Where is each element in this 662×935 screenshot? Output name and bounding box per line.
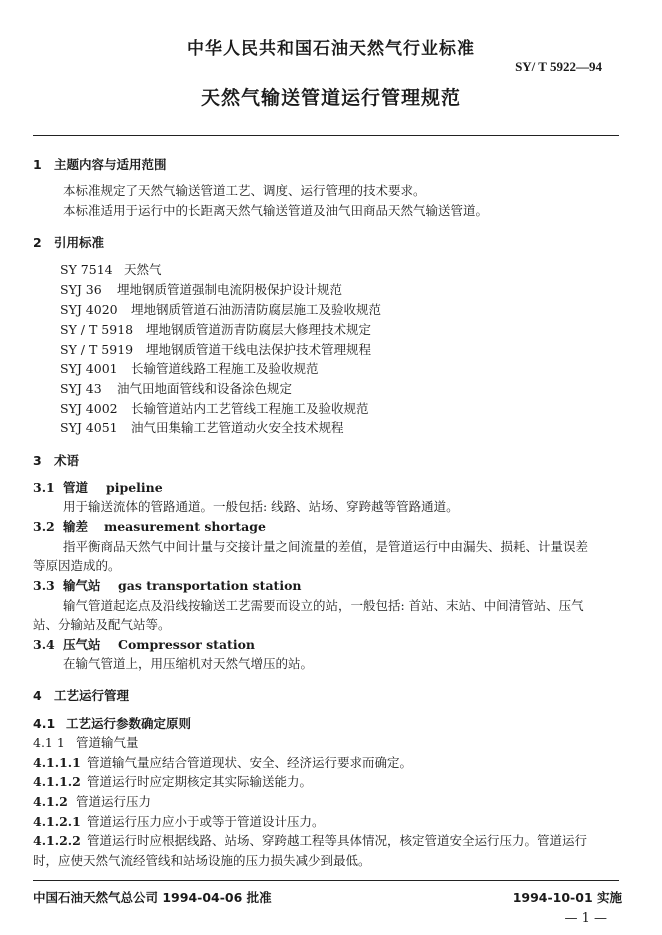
term-english: pipeline [106,480,163,495]
clause-text: 管道运行时应根据线路、站场、穿跨越工程等具体情况，核定管道安全运行压力。管道运行 [87,833,588,848]
clause-text: 时，应使天然气流经管线和站场设施的压力损失减少到最低。 [33,853,371,868]
term-number: 3.3 [33,578,55,593]
footer-rule [33,880,619,881]
effective-date: 1994-10-01 实施 [512,890,622,905]
clause-number: 4.1.2.2 [33,833,81,848]
reference-name: 长输管道线路工程施工及验收规范 [131,361,319,376]
subsection-title: 工艺运行参数确定原则 [66,716,192,731]
page-number: — 1 — [564,911,607,926]
section-number: 3 [33,453,42,468]
clause-text: 管道运行压力应小于或等于管道设计压力。 [87,814,325,829]
reference-code: SY / T 5919 [60,342,134,357]
term-chinese: 压气站 [63,637,101,652]
document-title: 天然气输送管道运行管理规范 [200,87,461,109]
paragraph-text: 本标准规定了天然气输送管道工艺、调度、运行管理的技术要求。 [63,183,426,198]
clause-number: 4.1.1.2 [33,774,81,789]
clause-number: 4.1.2 [33,794,68,809]
clause-number: 4.1.1.1 [33,755,81,770]
term-chinese: 管道 [63,480,89,495]
clause-text: 管道输气量应结合管道现状、安全、经济运行要求而确定。 [87,755,413,770]
header-rule [33,135,619,136]
clause-number: 4.1 1 [33,735,65,750]
subsection-number: 4.1 [33,716,56,731]
section-number: 2 [33,235,42,250]
reference-code: SYJ 36 [60,282,102,297]
term-english: Compressor station [118,637,255,652]
reference-code: SY 7514 [60,262,113,277]
term-english: measurement shortage [104,519,266,534]
section-title: 主题内容与适用范围 [54,157,167,172]
paragraph-text: 等原因造成的。 [33,558,121,573]
reference-name: 埋地钢质管道强制电流阴极保护设计规范 [117,282,343,297]
paragraph-text: 用于输送流体的管路通道。一般包括: 线路、站场、穿跨越等管路通道。 [63,499,459,514]
paragraph-text: 在输气管道上，用压缩机对天然气增压的站。 [63,656,314,671]
section-title: 术语 [54,453,80,468]
standard-code: SY/ T 5922—94 [515,59,602,74]
section-title: 引用标准 [54,235,105,250]
reference-name: 天然气 [124,262,162,277]
reference-code: SYJ 4002 [60,401,118,416]
reference-code: SY / T 5918 [60,322,134,337]
clause-text: 管道运行时应定期核定其实际输送能力。 [87,774,313,789]
term-english: gas transportation station [118,578,302,593]
reference-name: 埋地钢质管道沥青防腐层大修理技术规定 [146,322,372,337]
reference-code: SYJ 4020 [60,302,118,317]
paragraph-text: 输气管道起迄点及沿线按输送工艺需要而设立的站，一般包括: 首站、末站、中间清管站、压气 [63,598,584,613]
term-number: 3.4 [33,637,55,652]
section-title: 工艺运行管理 [54,688,130,703]
paragraph-text: 本标准适用于运行中的长距离天然气输送管道及油气田商品天然气输送管道。 [63,203,489,218]
term-chinese: 输差 [63,519,89,534]
reference-code: SYJ 43 [60,381,102,396]
section-number: 1 [33,157,42,172]
reference-name: 油气田集输工艺管道动火安全技术规程 [131,420,344,435]
section-number: 4 [33,688,42,703]
reference-code: SYJ 4051 [60,420,118,435]
term-chinese: 输气站 [63,578,101,593]
clause-title: 管道输气量 [76,735,139,750]
paragraph-text: 指平衡商品天然气中间计量与交接计量之间流量的差值，是管道运行中由漏失、损耗、计量误差 [63,539,589,554]
reference-code: SYJ 4001 [60,361,118,376]
approval-note: 中国石油天然气总公司 1994-04-06 批准 [33,890,272,905]
reference-name: 埋地钢质管道石油沥清防腐层施工及验收规范 [131,302,382,317]
org-title: 中华人民共和国石油天然气行业标准 [187,39,475,59]
paragraph-text: 站、分输站及配气站等。 [33,617,171,632]
clause-title: 管道运行压力 [76,794,152,809]
reference-name: 油气田地面管线和设备涂色规定 [117,381,293,396]
reference-name: 埋地钢质管道干线电法保护技术管理规程 [146,342,372,357]
reference-name: 长输管道站内工艺管线工程施工及验收规范 [131,401,369,416]
clause-number: 4.1.2.1 [33,814,81,829]
term-number: 3.1 [33,480,55,495]
term-number: 3.2 [33,519,55,534]
